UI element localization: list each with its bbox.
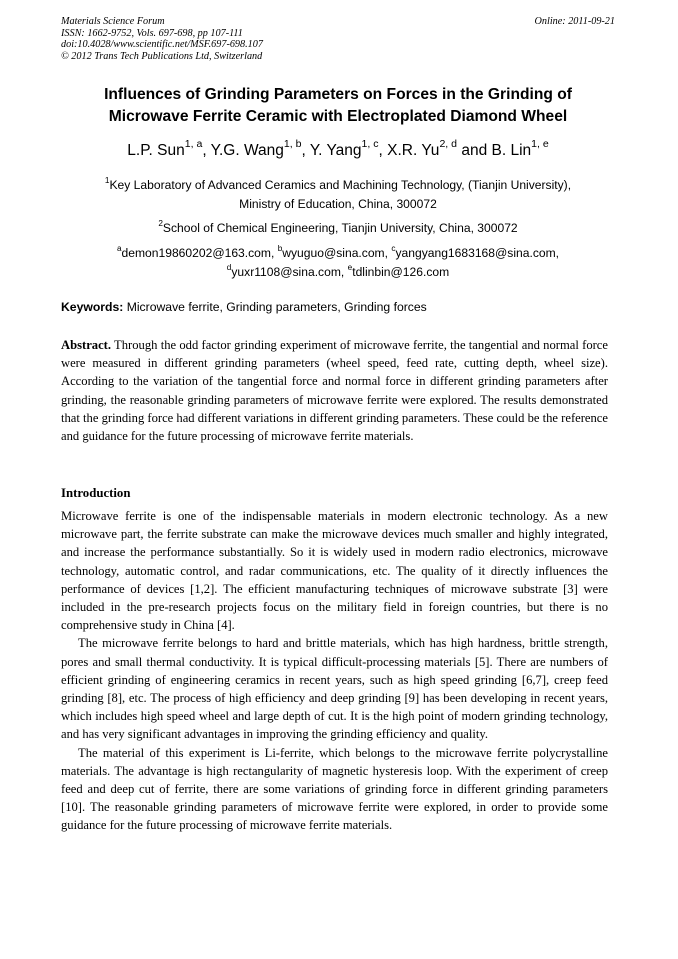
keywords-text: Microwave ferrite, Grinding parameters, Grinding forces bbox=[123, 300, 427, 314]
author: X.R. Yu$^{2, d}$ bbox=[387, 138, 458, 159]
keywords-label: Keywords: bbox=[61, 300, 124, 314]
copyright-line: © 2012 Trans Tech Publications Ltd, Switzerland bbox=[61, 50, 263, 62]
title-line-1: Influences of Grinding Parameters on Forces in the Grinding of bbox=[104, 86, 572, 103]
affiliation-2: $^2$School of Chemical Engineering, Tianjin University, China, 300072 bbox=[158, 218, 518, 235]
author: L.P. Sun$^{1, a}$ bbox=[127, 138, 203, 159]
author: Y.G. Wang$^{1, b}$ bbox=[210, 138, 302, 159]
affiliation-1: $^1$Key Laboratory of Advanced Ceramics and Machining Technology, (Tianjin University), Ministry of Education, China, 300072 bbox=[104, 175, 572, 211]
author-emails: $^a$demon19860202@163.com, $^b$wyuguo@sina.com, $^c$yangyang1683168@sina.com, $^d$yuxr1108@sina.com, $^e$tdlinbin@126.com bbox=[116, 243, 560, 279]
journal-header bbox=[61, 16, 615, 62]
abstract bbox=[61, 336, 608, 445]
issn-line: ISSN: 1662-9752, Vols. 697-698, pp 107-111 bbox=[61, 27, 243, 39]
doi-line: doi:10.4028/www.scientific.net/MSF.697-698.107 bbox=[61, 39, 263, 51]
author-list: L.P. Sun$^{1, a}$, Y.G. Wang$^{1, b}$, Y. Yang$^{1, c}$, X.R. Yu$^{2, d}$ and B. Lin$^{1, e}$ bbox=[127, 138, 549, 159]
abstract-label: Abstract. bbox=[61, 338, 112, 352]
paragraph: Microwave ferrite is one of the indispensable materials in modern electronic technology. As a new microwave part, the ferrite substrate can make the microwave devices much smaller and highly integrated, and increase the performance substantially. So it is widely used in modern radio electronics, microwave technology, automatic control, and radar communications, etc. The quality of it directly influences the performance of devices [1,2]. The efficient manufacturing techniques of microwave substrate [3] were included in the pre-research projects focus on the military field in foreign countries, but there is no comprehensive study in China [4]. bbox=[61, 509, 608, 633]
abstract-text: Through the odd factor grinding experiment of microwave ferrite, the tangential and normal force were measured in different grinding parameters (wheel speed, feed rate, cutting depth, wheel size). According to the variation of the tangential force and normal force in different grinding parameters after grinding, the reasonable grinding parameters of microwave ferrite were explored. The results demonstrated that the grinding force had different variations in different grinding parameters. These could be the reference and guidance for the future processing of microwave ferrite materials. bbox=[61, 338, 608, 444]
introduction-body bbox=[61, 507, 608, 835]
online-date: Online: 2011-09-21 bbox=[534, 16, 615, 27]
title-line-2: Microwave Ferrite Ceramic with Electroplated Diamond Wheel bbox=[108, 108, 568, 125]
paragraph: The material of this experiment is Li-ferrite, which belongs to the microwave ferrite polycrystalline materials. The advantage is high rectangularity of magnetic hysteresis loop. With the experiment of creep feed and deep cut of ferrite, there are some variations of grinding force in different grinding parameters [10]. The reasonable grinding parameters of microwave ferrite were explored, in order to provide some guidance for the future processing of microwave ferrite materials. bbox=[61, 745, 608, 833]
author: Y. Yang$^{1, c}$ bbox=[309, 138, 379, 159]
paragraph: The microwave ferrite belongs to hard and brittle materials, which has high hardness, brittle strength, pores and small thermal conductivity. It is typical difficult-processing materials [5]. There are numbers of efficient grinding of engineering ceramics in recent years, such as high speed grinding [6,7], creep feed grinding [8], etc. The process of high efficiency and deep grinding [9] has been developing in recent years, which includes high speed wheel and large depth of cut. It is the high point of modern grinding technology, and has very significant advantages in improving the grinding efficiency and quality. bbox=[61, 636, 608, 742]
section-heading-introduction: Introduction bbox=[61, 486, 131, 500]
keywords bbox=[61, 298, 615, 316]
author: B. Lin$^{1, e}$ bbox=[491, 138, 549, 159]
paper-title bbox=[61, 84, 615, 128]
journal-name: Materials Science Forum bbox=[61, 16, 165, 27]
